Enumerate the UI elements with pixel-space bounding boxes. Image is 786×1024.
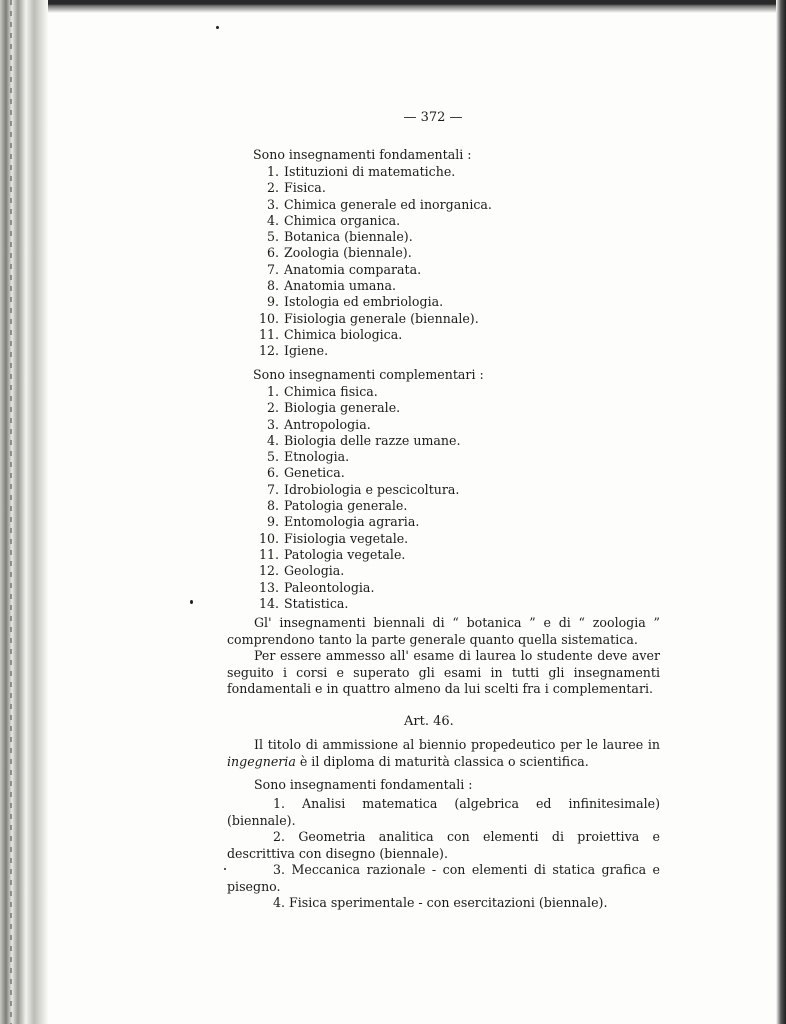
page-top-edge <box>48 0 786 14</box>
complementary-list <box>250 384 461 612</box>
list-item-text: Idrobiologia e pescicoltura. <box>284 481 460 497</box>
list-item-number: 9. <box>266 514 279 530</box>
complementary-course-item <box>250 384 461 400</box>
complementary-course-item <box>250 498 461 514</box>
page-right-edge <box>776 0 786 1024</box>
complementary-course-item <box>250 465 461 481</box>
fundamental-heading-2: Sono insegnamenti fondamentali : <box>254 777 473 792</box>
complementary-course-item <box>250 580 461 596</box>
list-item-number: 12. <box>258 343 279 359</box>
page-number: — 372 — <box>403 110 463 125</box>
list-item-number: 11. <box>258 546 279 562</box>
list-item-text: Statistica. <box>284 595 349 611</box>
complementary-course-item <box>250 449 461 465</box>
list-item-number: 11. <box>258 326 279 342</box>
complementary-course-item <box>250 400 461 416</box>
list-item-text: Anatomia umana. <box>284 278 397 294</box>
list-item-number: 7. <box>266 261 279 277</box>
list-item-number: 12. <box>258 563 279 579</box>
ink-speck <box>190 600 193 604</box>
list-item-number: 10. <box>258 310 279 326</box>
list-item-text: Chimica biologica. <box>284 326 403 342</box>
fundamental-course-item <box>250 343 492 359</box>
list-item-text: Biologia generale. <box>284 400 401 416</box>
fundamental-course-item <box>250 262 492 278</box>
list-item-text: Botanica (biennale). <box>284 229 413 245</box>
fundamental-course-item <box>250 278 492 294</box>
list-item-number: 5. <box>266 449 279 465</box>
list-item-number: 8. <box>266 498 279 514</box>
ink-speck <box>216 26 219 29</box>
paragraph-biennial-courses: Gl' insegnamenti biennali di “ botanica ” e di “ zoologia ” comprendono tanto la parte generale quanto quella sistematica. <box>227 615 660 647</box>
list-item-text: Fisiologia vegetale. <box>284 530 409 546</box>
list-item-text: Patologia generale. <box>284 498 408 514</box>
biennial-paragraph <box>227 615 660 698</box>
list-item-text: Istituzioni di matematiche. <box>284 164 456 179</box>
list-item-text: Paleontologia. <box>284 579 375 595</box>
list-item-number: 7. <box>266 481 279 497</box>
list-item-number: 4. <box>266 212 279 228</box>
list-item-number: 3. <box>266 196 279 212</box>
engineering-course-list <box>227 796 660 912</box>
list-item-text: Istologia ed embriologia. <box>284 294 444 310</box>
complementary-heading: Sono insegnamenti complementari : <box>253 367 484 382</box>
complementary-course-item <box>250 547 461 563</box>
fundamental-course-item <box>250 311 492 327</box>
engineering-course-item: 2. Geometria analitica con elementi di proiettiva e descrittiva con disegno (biennale). <box>227 829 660 861</box>
list-item-number: 6. <box>266 245 279 261</box>
list-item-text: Etnologia. <box>284 449 350 465</box>
complementary-course-item <box>250 433 461 449</box>
fundamental-course-item <box>250 164 492 180</box>
ink-speck <box>224 868 226 870</box>
complementary-course-item <box>250 563 461 579</box>
fundamental-course-item <box>250 245 492 261</box>
list-item-number: 13. <box>258 579 279 595</box>
paragraph-exam-requirements: Per essere ammesso all' esame di laurea lo studente deve aver seguito i corsi e superato gli esami in tutti gli insegnamenti fondamentali e in quattro almeno da lui scelti fra i complementari. <box>227 648 660 696</box>
list-item-text: Antropologia. <box>284 416 371 432</box>
list-item-text: Chimica fisica. <box>284 384 378 399</box>
fundamental-course-item <box>250 213 492 229</box>
fundamental-course-item <box>250 180 492 196</box>
list-item-text: Biologia delle razze umane. <box>284 432 461 448</box>
list-item-number: 2. <box>266 400 279 416</box>
fundamental-course-item <box>250 327 492 343</box>
fundamental-course-item <box>250 229 492 245</box>
list-item-number: 1. <box>266 164 279 179</box>
list-item-text: Genetica. <box>284 465 345 481</box>
list-item-number: 1. <box>266 384 279 399</box>
complementary-course-item <box>250 514 461 530</box>
admission-text-italic: ingegneria <box>227 753 296 769</box>
list-item-text: Entomologia agraria. <box>284 514 420 530</box>
complementary-course-item <box>250 596 461 612</box>
list-item-number: 6. <box>266 465 279 481</box>
list-item-text: Fisica. <box>284 180 326 196</box>
admission-paragraph <box>227 737 660 770</box>
fundamental-course-item <box>250 294 492 310</box>
list-item-number: 3. <box>266 416 279 432</box>
list-item-number: 4. <box>266 432 279 448</box>
list-item-number: 9. <box>266 294 279 310</box>
list-item-text: Patologia vegetale. <box>284 546 406 562</box>
list-item-text: Chimica organica. <box>284 212 401 228</box>
complementary-course-item <box>250 482 461 498</box>
list-item-number: 8. <box>266 278 279 294</box>
list-item-number: 10. <box>258 530 279 546</box>
list-item-text: Fisiologia generale (biennale). <box>284 310 479 326</box>
engineering-course-item: 1. Analisi matematica (algebrica ed infinitesimale) (biennale). <box>227 796 660 828</box>
fundamental-heading: Sono insegnamenti fondamentali : <box>253 147 472 162</box>
admission-text-start: Il titolo di ammissione al biennio propedeutico per le lauree in <box>254 737 660 752</box>
list-item-text: Anatomia comparata. <box>284 261 422 277</box>
admission-text-end: è il diploma di maturità classica o scientifica. <box>295 753 589 769</box>
list-item-text: Igiene. <box>284 343 329 359</box>
list-item-text: Geologia. <box>284 563 345 579</box>
list-item-number: 2. <box>266 180 279 196</box>
fundamental-course-item <box>250 197 492 213</box>
list-item-text: Chimica generale ed inorganica. <box>284 196 492 212</box>
paragraph-admission <box>227 737 660 770</box>
fundamental-list <box>250 164 492 360</box>
engineering-course-item: 3. Meccanica razionale - con elementi di statica grafica e pisegno. <box>227 862 660 894</box>
complementary-course-item <box>250 417 461 433</box>
article-title: Art. 46. <box>404 714 454 729</box>
list-item-number: 14. <box>258 595 279 611</box>
book-binding-edge <box>0 0 48 1024</box>
list-item-text: Zoologia (biennale). <box>284 245 412 261</box>
engineering-course-item: 4. Fisica sperimentale - con esercitazioni (biennale). <box>273 895 608 910</box>
complementary-course-item <box>250 531 461 547</box>
list-item-number: 5. <box>266 229 279 245</box>
